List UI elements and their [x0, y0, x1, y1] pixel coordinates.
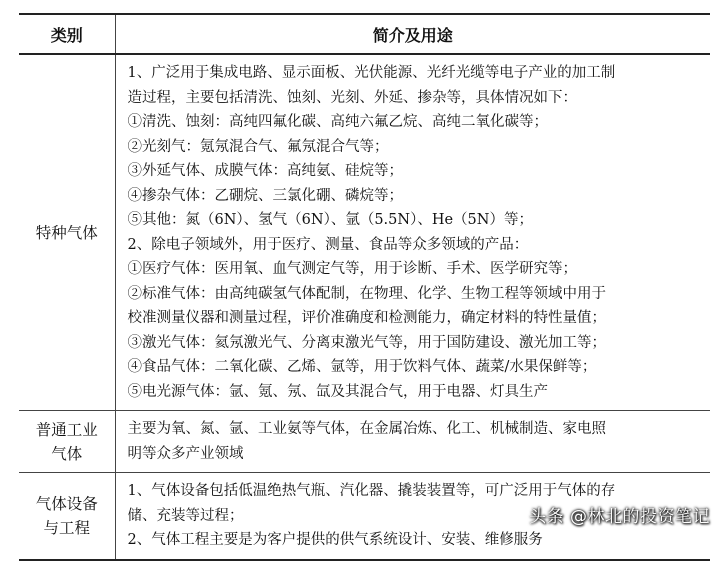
- description-line: 主要为氧、氮、氩、工业氨等气体，在金属冶炼、化工、机械制造、家电照: [127, 421, 606, 437]
- category-cell: [19, 411, 115, 473]
- description-line: 2、气体工程主要是为客户提供的供气系统设计、安装、维修服务: [127, 532, 543, 548]
- description-line: ⑤其他：氮（6N）、氢气（6N）、氩（5.5N）、He（5N）等；: [127, 212, 533, 228]
- description-line: ④食品气体：二氧化碳、乙烯、氩等，用于饮料气体、蔬菜/水果保鲜等；: [127, 359, 597, 375]
- table-row: [19, 411, 710, 473]
- header-description: 简介及用途: [115, 14, 710, 54]
- table-row: [19, 54, 710, 411]
- category-label: 特种气体: [35, 223, 98, 242]
- description-line: 1、气体设备包括低温绝热气瓶、汽化器、撬装装置等，可广泛用于气体的存: [127, 483, 616, 499]
- description-line: ①医疗气体：医用氧、血气测定气等，用于诊断、手术、医学研究等；: [127, 261, 577, 277]
- description-cell: [115, 411, 710, 473]
- category-label-line: 气体设备: [35, 494, 98, 513]
- description-line: 储、充装等过程；: [127, 507, 244, 524]
- category-label-line: 与工程: [43, 518, 90, 537]
- category-label-line: 气体: [51, 444, 83, 463]
- description-cell: [115, 54, 710, 411]
- description-line: 校准测量仪器和测量过程，评价准确度和检测能力，确定材料的特性量值；: [127, 310, 606, 326]
- category-label-line: 普通工业: [35, 420, 98, 439]
- description-line: ④掺杂气体：乙硼烷、三氯化硼、磷烷等；: [127, 187, 403, 204]
- description-line: ③激光气体：氦氖激光气、分离束激光气等，用于国防建设、激光加工等；: [127, 334, 606, 351]
- description-line: 明等众多产业领域: [127, 445, 244, 462]
- gas-category-table: [19, 13, 710, 561]
- description-line: 2、除电子领域外，用于医疗、测量、食品等众多领域的产品：: [127, 236, 529, 253]
- description-line: ③外延气体、成膜气体：高纯氨、硅烷等；: [127, 163, 403, 179]
- header-category: 类别: [19, 14, 115, 54]
- table-header-row: [19, 14, 710, 54]
- description-line: ②光刻气：氪氖混合气、氟氖混合气等；: [127, 138, 389, 155]
- description-line: ①清洗、蚀刻：高纯四氟化碳、高纯六氟乙烷、高纯二氧化碳等；: [127, 114, 548, 130]
- watermark: 头条 @林北的投资笔记: [529, 507, 710, 527]
- description-line: 1、广泛用于集成电路、显示面板、光伏能源、光纤光缆等电子产业的加工制: [127, 65, 616, 81]
- category-cell: [19, 54, 115, 411]
- category-cell: [19, 473, 115, 560]
- description-line: ⑤电光源气体：氩、氪、氖、氙及其混合气，用于电器、灯具生产: [127, 383, 548, 400]
- description-line: 造过程，主要包括清洗、蚀刻、光刻、外延、掺杂等，具体情况如下：: [127, 89, 577, 106]
- description-line: ②标准气体：由高纯碳氢气体配制，在物理、化学、生物工程等领域中用于: [127, 285, 606, 302]
